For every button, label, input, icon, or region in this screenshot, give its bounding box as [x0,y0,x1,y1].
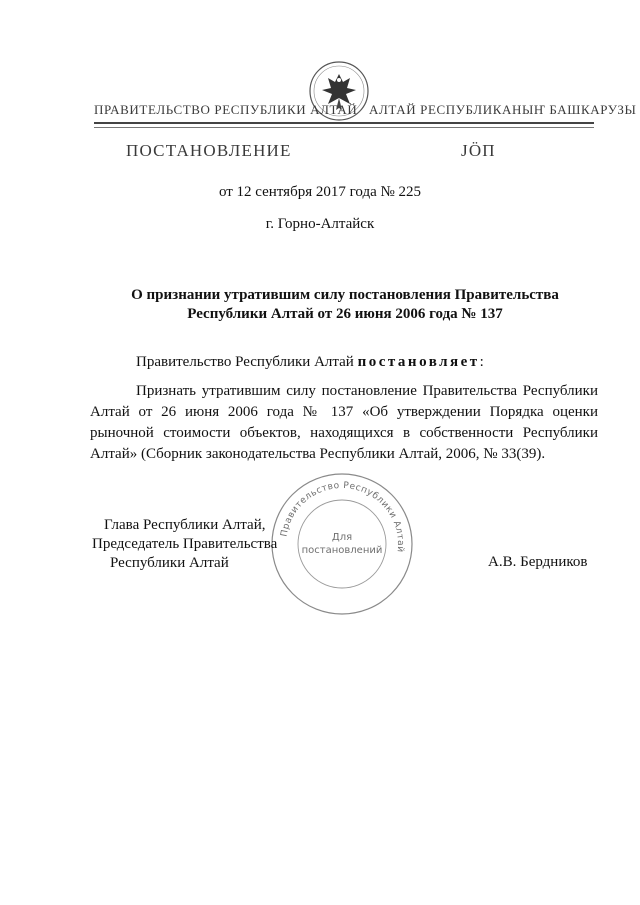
stamp-center-line2: постановлений [301,545,383,556]
header-left-title: ПРАВИТЕЛЬСТВО РЕСПУБЛИКИ АЛТАЙ [94,102,358,117]
header-rule-thin [94,127,594,128]
document-title: О признании утратившим силу постановления Правительства Республики Алтай от 26 июня 2006 года № 137 [131,287,559,322]
signer-name: А.В. Бердников [488,554,588,570]
stamp-ring-text: Правительство Республики Алтай [279,480,406,553]
signature-title-line1: Глава Республики Алтай, [104,517,266,533]
header-right-title: АЛТАЙ РЕСПУБЛИКАНЫҤ БАШКАРУЗЫ [369,102,637,117]
decree-body: Признать утратившим силу постановление Правительства Республики Алтай от 26 июня 2006 года № 137 «Об утверждении Порядка оценки рыночной стоимости объектов, находящихся в собственности Республики Алтай» (Сборник законодательства Республики Алтай, 2006, № 33(39). [90,383,598,462]
doc-type-russian: ПОСТАНОВЛЕНИЕ [126,141,292,160]
stamp-center-line1: Для [331,532,353,543]
signature-title-line3: Республики Алтай [110,555,229,571]
header-rule [94,122,594,124]
date-number-line: от 12 сентября 2017 года № 225 [218,184,422,200]
city-line: г. Горно-Алтайск [265,216,375,232]
official-stamp [268,470,416,618]
preamble-end: : [479,354,484,370]
preamble [136,354,484,371]
doc-type-altai: ЈÖП [461,141,496,160]
signature-title-line2: Председатель Правительства [92,536,278,552]
preamble-verb: постановляет [357,354,480,370]
preamble-subject: Правительство Республики Алтай [136,354,354,370]
